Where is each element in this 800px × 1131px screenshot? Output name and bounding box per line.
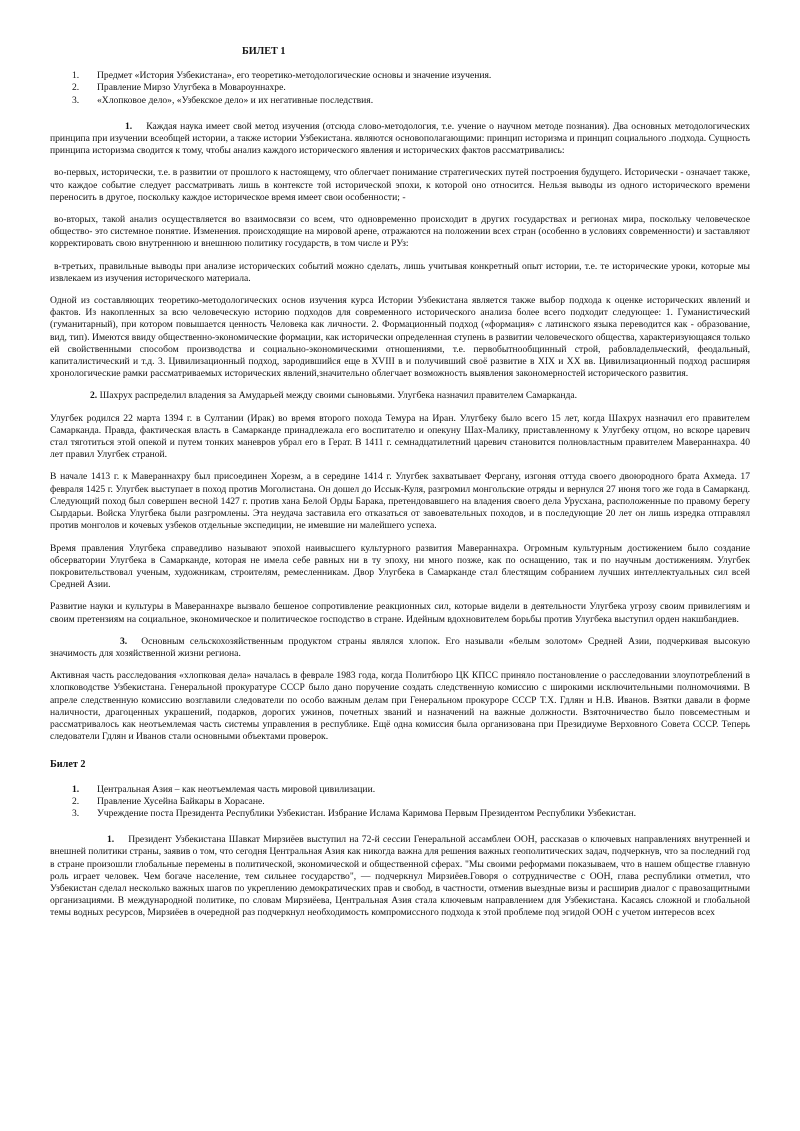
question-item: 3. Учреждение поста Президента Республики Узбекистан. Избрание Ислама Каримова Первым Президентом Республики Узбекистан. (72, 807, 637, 819)
answer2-paragraph: Развитие науки и культуры в Мавераннахре вызвало бешеное сопротивление реакционных сил, которые видели в деятельности Улугбека угрозу своим привилегиям и своим претензиям на социальное, экономическое и политическое господство в стране. Идейным вдохновителем борьбы против Улугбека выступил орден накшбандиев. (50, 601, 750, 625)
answer-number: 1. (125, 120, 133, 132)
answer-number: 1. (107, 834, 115, 846)
answer2-paragraph: Улугбек родился 22 марта 1394 г. в Султании (Ирак) во время второго похода Темура на Иран. Улугбеку было всего 15 лет, когда Шахрух назначил его правителем Самарканда. Правда, фактическая власть в Самарканде принадлежала его воспитателю и опекуну Шах-Малику, приставленному к Улугбеку отцом, но вскоре царевич стал тяготиться этой опекой и путем тонких маневров убрал его в Герат. В 1411 г. семнадцатилетний царевич становится полновластным правителем Мавераннахра. 40 лет правил Улугбек страной. (50, 412, 750, 461)
question-item: 2. Правление Хусейна Байкары в Хорасане. (72, 795, 265, 807)
question-item: 1. Предмет «История Узбекистана», его теоретико-методологические основы и значение изучения. (72, 70, 492, 82)
answer2-paragraph: В начале 1413 г. к Мавераннахру был присоединен Хорезм, а в середине 1414 г. Улугбек захватывает Фергану, изгоняя оттуда своего двоюродного брата Ахмеда. 17 февраля 1425 г. Улугбек выступает в поход против Моголистана. Он дошел до Иссык-Куля, разгромил монгольские отряды и вернулся 27 июня того же года в Самарканд. Следующий поход был совершен весной 1427 г. против хана Белой Орды Барака, претендовавшего на владения своего дела Урусхана, расположенные по правому берегу Сырдарьи. Войска Улугбека были разгромлены. Эта неудача заставила его отказаться от завоевательных походов, и в последующие 20 лет он лишь изредка отправлял против монголов и кочевых узбеков отдельные экспедиции, не имевшие ни малейшего успеха. (50, 471, 750, 532)
ticket1-question-list (50, 70, 750, 107)
question-text: Центральная Азия – как неотъемлемая часть мировой цивилизации. (97, 783, 376, 795)
question-text: Учреждение поста Президента Республики Узбекистан. Избрание Ислама Каримова Первым Президентом Республики Узбекистан. (97, 807, 637, 819)
answer1-paragraph: Одной из составляющих теоретико-методологических основ изучения курса Истории Узбекистана является также выбор подхода к оценке исторических явлений и фактов. Из накопленных за всю человеческую историю подходов для современного исторического анализа более всего подходит следующее: 1. Гуманистический (гуманитарный), при котором повышается ценность Человека как личности. 2. Формационный подход («формация» с латинского языка переводится как - образование, вид, тип). Имеются ввиду общественно-экономические формации, как исторически определенная ступень в развитии человеческого общества, характеризующаяся только ей свойственными способом производства и социально-экономическими отношениями, т.е. первобытнообщинный строй, рабовладельческий, феодальный, капиталистический и т.д. 3. Цивилизационный подход, зародившийся еще в XVIII в и получивший своё развитие в XIX и XX вв. Цивилизационный подход расширяя хронологические рамки рассматриваемых исторических явлений,значительно облегчает возможность выявления закономерностей исторического развития. (50, 295, 750, 380)
question-item: 2. Правление Мирзо Улугбека в Мовароуннахре. (72, 82, 286, 94)
question-text: Предмет «История Узбекистана», его теоретико-методологические основы и значение изучения. (97, 70, 492, 82)
answer1-paragraph: во-первых, исторически, т.е. в развитии от прошлого к настоящему, что облегчает понимание стратегических путей построения будущего. Исторически - означает также, что каждое событие следует рассматривать лишь в контексте той исторической эпохи, к которой оно относится. Нельзя выводы из одного исторического времени переносить в другое, поскольку каждое историческое время имеет свои особенности; - (50, 167, 750, 203)
answer1-paragraph: 1. Каждая наука имеет свой метод изучения (отсюда слово-методология, т.е. учение о научном методе познания). Два основных методологических принципа при изучении всеобщей истории, а также истории Узбекистана. являются основополагающими: принцип историзма и принцип социального .подхода. Сущность принципа историзма сводится к тому, чтобы анализ каждого исторического явления и исторических фактов рассматривались: (50, 120, 750, 157)
ticket2-answer1-paragraph: 1. Президент Узбекистана Шавкат Мирзиёев выступил на 72-й сессии Генеральной ассамблеи ООН, рассказав о ключевых направлениях внутренней и внешней политики страны, заявив о том, что сегодня Центральная Азия как никогда важна для решения важных геополитических задач, подчеркнув, что за последний год в стране произошли глобальные перемены в политической, экономической и общественной сферах. "Мы своими реформами показываем, что в нашем обществе главную роль играет человек. Чем богаче население, тем сильнее государство", — подчеркнул Мирзиёев.Говоря о сотрудничестве с ООН, глава республики отметил, что Узбекистан сделал несколько важных шагов по укреплению демократических прав и свобод, в частности, отменив выездные визы и расширив диалог с правозащитными организациями. В международной политике, по словам Мирзиёева, Центральная Азия стала ключевым направлением для Узбекистана. Касаясь сложной и глобальной темы водных ресурсов, Мирзиёев в очередной раз подчеркнул необходимость компромиссного подхода к этой проблеме под эгидой ООН с учетом интересов всех (50, 834, 750, 919)
ticket2-title: Билет 2 (50, 759, 86, 771)
answer3-paragraph: Активная часть расследования «хлопковая дела» началась в феврале 1983 года, когда Политбюро ЦК КПСС приняло постановление о расследовании злоупотреблений в хлопководстве Узбекистана. Генеральной прокуратуре СССР было дано поручение создать следственную комиссию с широкими исключительными полномочиями. В апреле следственную комиссию возглавили следователи по особо важным делам при Генеральном прокуроре СССР Т.Х. Гдлян и Н.В. Иванов. Взятки давали в форме наличности, драгоценных украшений, подарков, дорогих ужинов, почетных званий и назначений на важные должности. Взяточничество было повсеместным и рассматривалось как неотъемлемая часть системы управления в республике. Ещё одна комиссия была организована при Президиуме Верховного Совета СССР. Теперь следователи Гдлян и Иванов стали основными объектами проверок. (50, 670, 750, 743)
answer1-paragraph: во-вторых, такой анализ осуществляется во взаимосвязи со всем, что одновременно происходит в других государствах и регионах мира, поскольку человеческое общество- это системное понятие. Изменения. происходящие на мировой арене, отражаются на положении всех стран (особенно в условиях современности) и заставляют корректировать свою внутреннюю и внешнюю политику государств, в том числе и РУз: (50, 214, 750, 250)
question-item: 3. «Хлопковое дело», «Узбекское дело» и их негативные последствия. (72, 94, 374, 106)
question-item: 1. Центральная Азия – как неотъемлемая часть мировой цивилизации. (72, 783, 376, 795)
answer1-paragraph: в-третьих, правильные выводы при анализе исторических событий можно сделать, лишь учитывая конкретный опыт истории, т.е. те исторические уроки, которые мы извлекаем из изучения исторического материала. (50, 260, 750, 284)
question-text: Правление Мирзо Улугбека в Мовароуннахре. (97, 82, 286, 94)
answer2-paragraph: 2. Шахрух распределил владения за Амударьей между своими сыновьями. Улугбека назначил правителем Самарканда. (90, 390, 578, 402)
answer2-paragraph: Время правления Улугбека справедливо называют эпохой наивысшего культурного развития Мавераннахра. Огромным культурным достижением было создание обсерватории Улугбека в Самарканде, которая не имела себе равных ни в ту эпоху, ни много позже, как по оснащению, так и по научным достижениям. Улугбек покровительствовал ученым, художникам, строителям, ремесленникам. Двор Улугбека в Самарканде стал блестящим собранием лучших интеллектуальных сил всей Средней Азии. (50, 542, 750, 591)
ticket2-question-list (50, 784, 750, 821)
question-text: «Хлопковое дело», «Узбекское дело» и их негативные последствия. (97, 94, 374, 106)
ticket1-title: БИЛЕТ 1 (242, 46, 286, 57)
answer3-paragraph: 3. Основным сельскохозяйственным продуктом страны являлся хлопок. Его называли «белым золотом» Средней Азии, подчеркивая высокую значимость для хозяйственной жизни региона. (50, 635, 750, 659)
answer-number: 2. (90, 390, 98, 402)
answer-number: 3. (120, 635, 128, 647)
question-text: Правление Хусейна Байкары в Хорасане. (97, 795, 265, 807)
